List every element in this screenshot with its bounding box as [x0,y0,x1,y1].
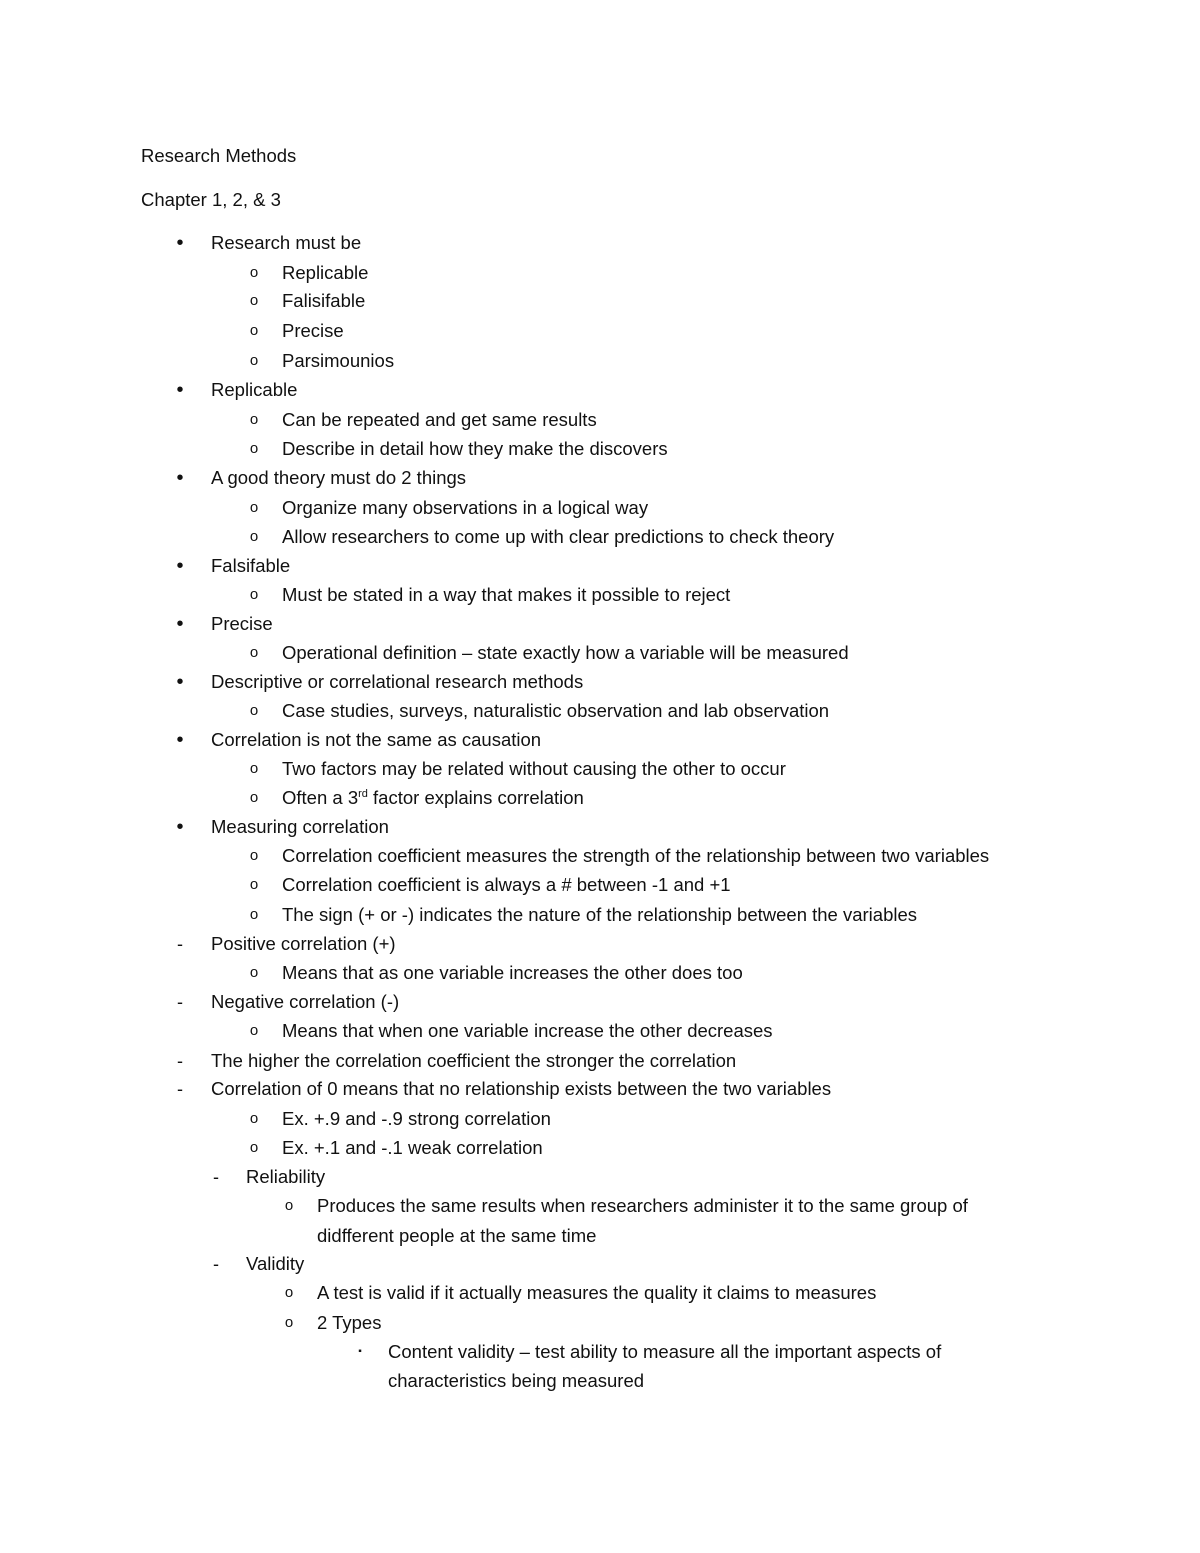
circle-marker: o [284,1284,294,1301]
document-subtitle: Chapter 1, 2, & 3 [141,189,281,210]
list-item: Must be stated in a way that makes it possible to reject [282,584,731,605]
list-item: Positive correlation (+) [211,933,396,954]
list-item: Means that when one variable increase the other decreases [282,1020,773,1041]
list-item: Replicable [211,379,298,400]
list-item: Validity [246,1253,305,1274]
circle-marker: o [284,1197,294,1214]
list-item: Ex. +.9 and -.9 strong correlation [282,1108,551,1129]
list-item: Measuring correlation [211,816,389,837]
list-item: Negative correlation (-) [211,991,400,1012]
list-item: Parsimounios [282,350,395,371]
list-item: Content validity – test ability to measure all the important aspects of [388,1341,942,1362]
list-item: Allow researchers to come up with clear predictions to check theory [282,526,835,547]
list-item: Falisifable [282,290,366,311]
dash-marker: - [177,934,183,954]
list-item: Research must be [211,232,362,253]
bullet-marker: • [176,467,184,489]
list-item: A good theory must do 2 things [211,467,467,488]
list-item: Means that as one variable increases the other does too [282,962,743,983]
circle-marker: o [249,1022,259,1039]
list-item: Can be repeated and get same results [282,409,597,430]
circle-marker: o [249,411,259,428]
dash-marker: - [213,1254,219,1274]
list-item: Falsifable [211,555,291,576]
list-item-continuation: characteristics being measured [388,1370,645,1391]
list-item: Correlation coefficient is always a # between -1 and +1 [282,874,731,895]
circle-marker: o [249,789,259,806]
list-item: Correlation of 0 means that no relationship exists between the two variables [211,1078,832,1099]
circle-marker: o [249,964,259,981]
circle-marker: o [249,847,259,864]
list-item: Descriptive or correlational research methods [211,671,584,692]
circle-marker: o [249,1110,259,1127]
bullet-marker: • [176,232,184,254]
dash-marker: - [177,1051,183,1071]
circle-marker: o [249,876,259,893]
list-item: Case studies, surveys, naturalistic observation and lab observation [282,700,830,721]
bullet-marker: • [176,379,184,401]
circle-marker: o [249,322,259,339]
list-item: Two factors may be related without causing the other to occur [282,758,786,779]
list-item: Organize many observations in a logical way [282,497,649,518]
list-item: Produces the same results when researchers administer it to the same group of [317,1195,968,1216]
bullet-marker: • [176,555,184,577]
list-item: Operational definition – state exactly how a variable will be measured [282,642,849,663]
circle-marker: o [249,292,259,309]
ordinal-superscript: rd [358,788,368,800]
list-item: Precise [211,613,273,634]
bullet-marker: • [176,729,184,751]
list-item: 2 Types [317,1312,382,1333]
list-item: Describe in detail how they make the discovers [282,438,668,459]
list-item: Precise [282,320,344,341]
dash-marker: - [177,1079,183,1099]
list-item: The sign (+ or -) indicates the nature of the relationship between the variables [282,904,918,925]
circle-marker: o [249,760,259,777]
circle-marker: o [284,1314,294,1331]
circle-marker: o [249,906,259,923]
circle-marker: o [249,499,259,516]
list-item: Reliability [246,1166,326,1187]
circle-marker: o [249,352,259,369]
list-item-text-end: factor explains correlation [367,787,584,808]
bullet-marker: • [176,816,184,838]
list-item: A test is valid if it actually measures the quality it claims to measures [317,1282,877,1303]
list-item: Correlation coefficient measures the strength of the relationship between two variables [282,845,990,866]
bullet-marker: • [176,613,184,635]
list-item: The higher the correlation coefficient the stronger the correlation [211,1050,737,1071]
circle-marker: o [249,264,259,281]
list-item-continuation: didfferent people at the same time [317,1225,597,1246]
bullet-marker: • [176,671,184,693]
circle-marker: o [249,702,259,719]
dash-marker: - [177,992,183,1012]
circle-marker: o [249,440,259,457]
square-marker: ▪ [358,1346,362,1357]
document-title: Research Methods [141,145,297,166]
list-item: Replicable [282,262,369,283]
circle-marker: o [249,528,259,545]
list-item: Ex. +.1 and -.1 weak correlation [282,1137,543,1158]
circle-marker: o [249,644,259,661]
list-item [282,787,584,809]
circle-marker: o [249,1139,259,1156]
list-item: Correlation is not the same as causation [211,729,542,750]
list-item-text-start: Often a 3 [282,787,359,808]
circle-marker: o [249,586,259,603]
dash-marker: - [213,1167,219,1187]
